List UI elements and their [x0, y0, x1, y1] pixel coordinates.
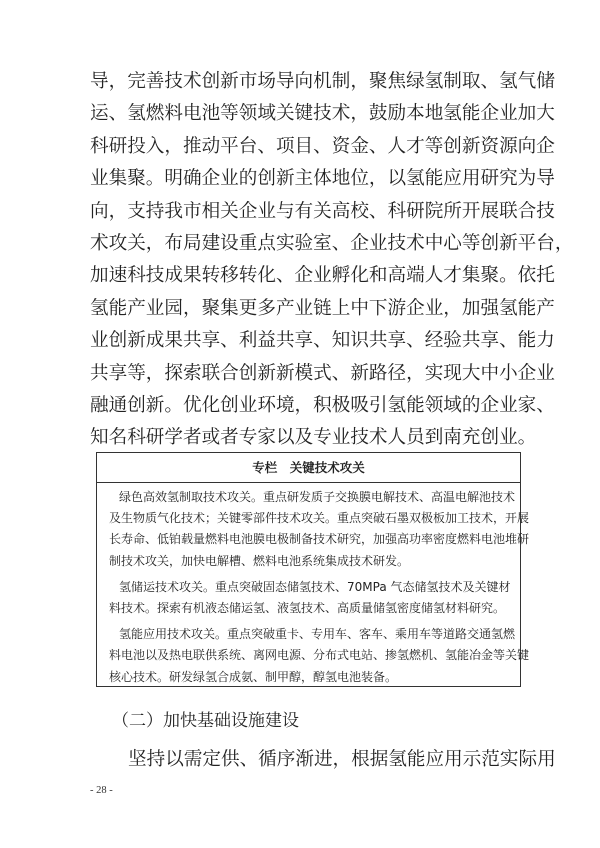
box-line: 绿色高效氢制取技术攻关。重点研发质子交换膜电解技术、高温电解池技术 [119, 490, 516, 504]
box-line: 氢储运技术攻关。重点突破固态储氢技术、70MPa 气态储氢技术及关键材 [119, 579, 511, 594]
paragraph-line: 科研投入，推动平台、项目、资金、人才等创新资源向企 [90, 135, 555, 157]
paragraph-line: 坚持以需定供、循序渐进，根据氢能应用示范实际用 [128, 749, 556, 770]
paragraph-line: 运、氢燃料电池等领域关键技术，鼓励本地氢能企业加大 [90, 103, 555, 125]
box-line: 长寿命、低铂载量燃料电池膜电极制备技术研究，加强高功率密度燃料电池堆研 [109, 532, 530, 547]
box-line: 核心技术。研发绿氢合成氨、制甲醇，醇氢电池装备。 [109, 669, 398, 684]
paragraph-line: 向，支持我市相关企业与有关高校、科研院所开展联合技 [90, 200, 555, 222]
box-line: 氢能应用技术攻关。重点突破重卡、专用车、客车、乘用车等道路交通氢燃 [119, 627, 516, 642]
box-line: 及生物质气化技术；关键零部件技术攻关。重点突破石墨双极板加工技术，开展 [109, 511, 530, 526]
paragraph-line: 业集聚。明确企业的创新主体地位，以氢能应用研究为导 [90, 168, 555, 190]
paragraph-line: 导，完善技术创新市场导向机制，聚焦绿氢制取、氢气储 [90, 71, 555, 92]
key-technology-box [96, 452, 530, 687]
box-line: 制技术攻关，加快电解槽、燃料电池系统集成技术研发。 [109, 553, 410, 568]
paragraph-line: 术攻关，布局建设重点实验室、企业技术中心等创新平台， [90, 232, 574, 254]
page-number: - 28 - [90, 785, 113, 796]
body-paragraph [90, 66, 574, 455]
box-line: 料电池以及热电联供系统、离网电源、分布式电站、掺氢燃机、氢能冶金等关键 [109, 648, 530, 663]
section-heading: （二）加快基础设施建设 [112, 711, 299, 731]
paragraph-line: 氢能产业园，聚集更多产业链上中下游企业，加强氢能产 [90, 297, 555, 319]
paragraph-line: 共享等，探索联合创新新模式、新路径，实现大中小企业 [90, 362, 555, 384]
box-title: 专栏 关键技术攻关 [97, 453, 520, 483]
box-body [97, 483, 530, 692]
box-line: 料技术。探索有机液态储运氢、液氢技术、高质量储氢密度储氢材料研究。 [109, 601, 506, 616]
paragraph-line: 知名科研学者或者专家以及专业技术人员到南充创业。 [90, 427, 537, 449]
paragraph-line: 融通创新。优化创业环境，积极吸引氢能领域的企业家、 [90, 394, 555, 416]
paragraph-line: 业创新成果共享、利益共享、知识共享、经验共享、能力 [90, 330, 555, 352]
paragraph-line: 加速科技成果转移转化、企业孵化和高端人才集聚。依托 [90, 265, 555, 287]
